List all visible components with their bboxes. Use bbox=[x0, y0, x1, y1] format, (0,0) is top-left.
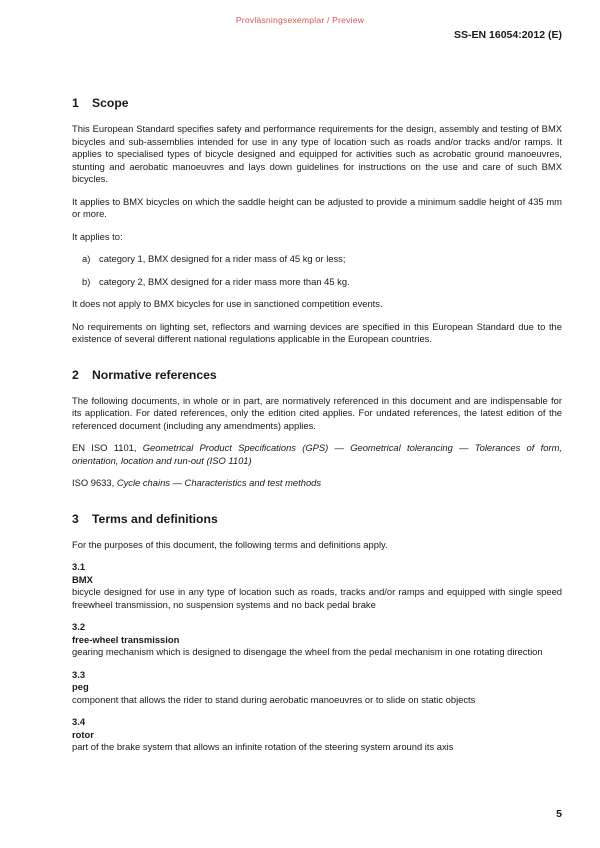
term-entry bbox=[72, 621, 562, 659]
section-heading-normative-references bbox=[72, 368, 562, 383]
reference-code: ISO 9633, bbox=[72, 477, 117, 488]
section-heading-terms-definitions bbox=[72, 512, 562, 527]
list-marker: a) bbox=[82, 253, 91, 264]
term-entry bbox=[72, 716, 562, 754]
term-definition: component that allows the rider to stand during aerobatic manoeuvres or to slide on static objects bbox=[72, 693, 476, 705]
document-body bbox=[72, 96, 562, 754]
normative-reference-2 bbox=[72, 477, 562, 490]
preview-watermark: Provläsningsexemplar / Preview bbox=[235, 15, 365, 25]
section-title: Normative references bbox=[92, 367, 217, 382]
list-marker: b) bbox=[82, 275, 91, 287]
list-item bbox=[72, 253, 562, 266]
normative-reference-1 bbox=[72, 442, 562, 467]
reference-title: Cycle chains — Characteristics and test methods bbox=[116, 477, 322, 488]
section-number: 3 bbox=[72, 511, 79, 526]
term-number: 3.1 bbox=[72, 561, 86, 572]
scope-paragraph-1: This European Standard specifies safety and performance requirements for the design, assembly and testing of BMX bicycles and sub-assemblies intended for use in any type of location such as roads and/or tracks and/or ramps. It applies to specialised types of bicycle designed and equipped for activities such as acrobatic ground manoeuvres, stunting and aerobatic manoeuvres and lays down guidelines for instructions on the use and care of such BMX bicycles. bbox=[72, 123, 562, 184]
section-number: 2 bbox=[72, 367, 79, 382]
term-number: 3.3 bbox=[72, 668, 86, 680]
term-entry bbox=[72, 561, 562, 611]
reference-title: Geometrical Product Specifications (GPS) — Geometrical tolerancing — Tolerances of form, orientation, location and run-out (ISO 1101) bbox=[72, 442, 562, 466]
normative-paragraph: The following documents, in whole or in part, are normatively referenced in this document and are indispensable for its application. For dated references, only the edition cited applies. For undated references, the latest edition of the referenced document (including any amendments) applies. bbox=[72, 394, 562, 431]
standard-identifier: SS-EN 16054:2012 (E) bbox=[454, 29, 562, 41]
scope-paragraph-4: It does not apply to BMX bicycles for use in sanctioned competition events. bbox=[72, 298, 383, 309]
list-text: category 1, BMX designed for a rider mass of 45 kg or less; bbox=[99, 253, 346, 264]
scope-paragraph-2: It applies to BMX bicycles on which the saddle height can be adjusted to provide a minimum saddle height of 435 mm or more. bbox=[72, 195, 562, 219]
terms-intro: For the purposes of this document, the following terms and definitions apply. bbox=[72, 538, 388, 550]
term-definition: gearing mechanism which is designed to disengage the wheel from the pedal mechanism in one rotating direction bbox=[72, 646, 543, 657]
term-definition: part of the brake system that allows an infinite rotation of the steering system around its axis bbox=[72, 741, 454, 752]
scope-paragraph-3: It applies to: bbox=[72, 230, 123, 242]
term-name: rotor bbox=[72, 728, 94, 740]
section-number: 1 bbox=[72, 96, 79, 110]
page-number: 5 bbox=[556, 808, 562, 820]
list-item bbox=[72, 276, 562, 289]
scope-paragraph-5: No requirements on lighting set, reflectors and warning devices are specified in this European Standard due to the existence of several different national regulations applicable in the European countries. bbox=[72, 320, 562, 344]
section-heading-scope bbox=[72, 96, 562, 111]
term-name: peg bbox=[72, 681, 89, 692]
section-title: Scope bbox=[92, 96, 129, 110]
term-name: BMX bbox=[72, 573, 93, 585]
term-definition: bicycle designed for use in any type of location such as roads, tracks and/or ramps and equipped with single speed freewheel transmission, no suspension systems and no back pedal brake bbox=[72, 586, 562, 610]
term-number: 3.4 bbox=[72, 716, 86, 727]
section-title: Terms and definitions bbox=[92, 511, 218, 526]
list-text: category 2, BMX designed for a rider mass more than 45 kg. bbox=[99, 275, 350, 287]
term-number: 3.2 bbox=[72, 621, 86, 632]
term-name: free-wheel transmission bbox=[72, 633, 180, 645]
term-entry bbox=[72, 669, 562, 707]
reference-code: EN ISO 1101, bbox=[72, 442, 143, 453]
